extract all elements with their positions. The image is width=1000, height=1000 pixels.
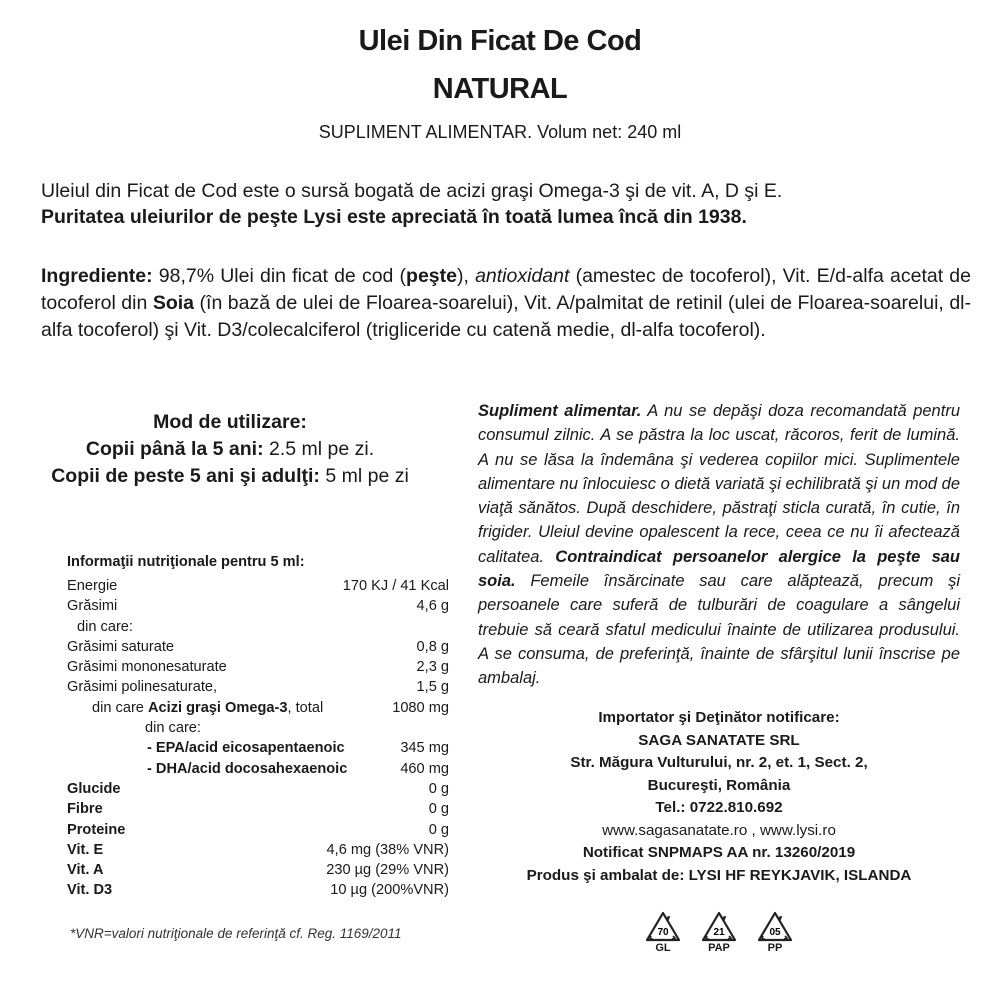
nutrition-value: 170 KJ / 41 Kcal bbox=[342, 578, 449, 594]
nutrition-value: 0 g bbox=[428, 780, 449, 797]
nutrition-row bbox=[67, 698, 449, 718]
importer-title: Importator şi Deţinător notificare: bbox=[598, 709, 840, 726]
nutrition-label: Grăsimi saturate bbox=[67, 638, 175, 655]
warning-lead: Supliment alimentar. bbox=[478, 402, 642, 420]
product-subtitle-natural: NATURAL bbox=[432, 73, 568, 105]
ingredients-text-4: (în bază de ulei de Floarea-soarelui), Vit. A/palmitat de retinil (ulei de Floarea-soarelui, dl-alfa tocoferol) şi Vit. D3/colecalciferol (trigliceride cu catenă medie, dl-alfa tocoferol). bbox=[41, 292, 971, 341]
nutrition-label: Energie bbox=[67, 578, 118, 594]
nutrition-label: Vit. D3 bbox=[67, 882, 113, 899]
nutrition-label: Proteine bbox=[67, 821, 126, 838]
recycle-code: 05 bbox=[769, 927, 781, 938]
nutrition-value: 460 mg bbox=[400, 760, 449, 777]
nutrition-title: Informaţii nutriţionale pentru 5 ml: bbox=[67, 554, 305, 570]
intro-line-2: Puritatea uleiurilor de peşte Lysi este apreciată în toată lumea încă din 1938. bbox=[41, 206, 747, 228]
nutrition-value: 345 mg bbox=[400, 740, 449, 757]
nutrition-label: Grăsimi polinesaturate, bbox=[67, 679, 218, 696]
usage-kids bbox=[40, 436, 420, 463]
intro-text bbox=[41, 178, 971, 230]
recycling-item-pap bbox=[700, 910, 738, 954]
ingredients-text-3: (amestec de tocoferol), Vit. E/d-alfa acetat de tocoferol din bbox=[41, 265, 971, 314]
importer-phone: Tel.: 0722.810.692 bbox=[655, 799, 783, 816]
usage-adults-label: Copii de peste 5 ani şi adulţi: bbox=[51, 465, 320, 487]
intro-line-1: Uleiul din Ficat de Cod este o sursă bogată de acizi graşi Omega-3 şi de vit. A, D şi E. bbox=[41, 180, 783, 202]
recycling-item-pp bbox=[756, 910, 794, 954]
warning-paragraph bbox=[478, 399, 960, 691]
vnr-footnote: *VNR=valori nutriţionale de referinţă cf. Reg. 1169/2011 bbox=[70, 926, 402, 941]
ingredients-paragraph bbox=[41, 263, 971, 344]
warning-contraindication: Contraindicat persoanelor alergice la peşte sau soia. bbox=[478, 547, 960, 591]
importer-company: SAGA SANATATE SRL bbox=[638, 731, 800, 749]
usage-kids-label: Copii până la 5 ani: bbox=[85, 438, 264, 460]
nutrition-row bbox=[67, 860, 449, 880]
nutrition-value: 2,3 g bbox=[416, 659, 449, 676]
warning-text-2: Femeile însărcinate sau care alăptează, precum şi persoanele care suferă de tulburări de coagulare a sângelui trebuie să ceară sfatul medicului înainte de utilizarea produsului. A se consuma, de preferinţă, înainte de sfârşitul lunii înscrise pe ambalaj. bbox=[478, 572, 960, 688]
nutrition-value: 1,5 g bbox=[416, 679, 449, 696]
nutrition-label: Vit. A bbox=[67, 862, 104, 879]
nutrition-value: 230 µg (29% VNR) bbox=[326, 862, 449, 879]
ingredients-antioxidant: antioxidant bbox=[475, 265, 570, 287]
nutrition-label: Grăsimi bbox=[67, 598, 118, 615]
recycle-code: 70 bbox=[657, 927, 669, 938]
nutrition-row bbox=[67, 677, 449, 697]
nutrition-label-pre: din care bbox=[92, 699, 148, 716]
importer-address-1: Str. Măgura Vulturului, nr. 2, et. 1, Sect. 2, bbox=[570, 754, 868, 771]
ingredients-label: Ingrediente: bbox=[41, 265, 153, 287]
nutrition-row bbox=[67, 617, 449, 637]
nutrition-row bbox=[67, 880, 449, 900]
nutrition-label: Glucide bbox=[67, 780, 121, 797]
recycling-item-gl bbox=[644, 910, 682, 954]
nutrition-label: - DHA/acid docosahexaenoic bbox=[147, 760, 348, 777]
nutrition-row bbox=[67, 718, 449, 738]
product-title: Ulei Din Ficat De Cod bbox=[358, 25, 642, 57]
recycle-icon bbox=[700, 910, 738, 944]
nutrition-value: 4,6 mg (38% VNR) bbox=[326, 841, 449, 858]
ingredients-text-2: ), bbox=[457, 265, 476, 287]
nutrition-value: 1080 mg bbox=[392, 699, 449, 716]
recycle-icon bbox=[644, 910, 682, 944]
notification-number: Notificat SNPMAPS AA nr. 13260/2019 bbox=[582, 844, 856, 861]
recycle-label: PAP bbox=[708, 942, 730, 954]
nutrition-label: - EPA/acid eicosapentaenoic bbox=[147, 740, 345, 757]
nutrition-table bbox=[67, 554, 449, 901]
nutrition-value: 0 g bbox=[428, 801, 449, 818]
nutrition-label: Grăsimi mononesaturate bbox=[67, 659, 227, 676]
usage-adults-value: 5 ml pe zi bbox=[319, 465, 409, 487]
nutrition-row bbox=[67, 759, 449, 779]
ingredients-soy: Soia bbox=[152, 292, 195, 314]
importer-web: www.sagasanatate.ro , www.lysi.ro bbox=[602, 821, 836, 839]
nutrition-value: 0,8 g bbox=[416, 638, 449, 655]
supplement-volume: SUPLIMENT ALIMENTAR. Volum net: 240 ml bbox=[318, 122, 682, 142]
nutrition-label: din care: bbox=[77, 618, 133, 635]
warning-text-1: A nu se depăşi doza recomandată pentru consumul zilnic. A se păstra la loc uscat, răcoros, ferit de lumină. A nu se lăsa la îndemâna şi vederea copiilor mici. Suplimentele alimentare nu înlocuiesc o dietă variată şi echilibrată şi un mod de viaţă sănătos. După deschidere, păstraţi sticla curată, în cutie, în frigider. Uleiul devine opalescent la rece, ceea ce nu îi afectează calitatea. bbox=[478, 402, 960, 566]
nutrition-label-post: , total bbox=[287, 699, 324, 716]
usage-kids-value: 2.5 ml pe zi. bbox=[263, 438, 375, 460]
recycle-label: GL bbox=[655, 942, 671, 954]
ingredients-fish: peşte bbox=[406, 265, 457, 287]
recycle-code: 21 bbox=[713, 927, 725, 938]
nutrition-row bbox=[67, 799, 449, 819]
usage-title: Mod de utilizare: bbox=[153, 411, 307, 433]
usage-adults bbox=[40, 463, 420, 490]
nutrition-row bbox=[67, 637, 449, 657]
importer-block bbox=[478, 707, 960, 887]
nutrition-row bbox=[67, 779, 449, 799]
recycle-label: PP bbox=[767, 942, 783, 954]
importer-address-2: Bucureşti, România bbox=[647, 776, 791, 794]
usage-section bbox=[40, 409, 420, 490]
nutrition-label bbox=[67, 698, 323, 718]
nutrition-row bbox=[67, 738, 449, 758]
nutrition-row bbox=[67, 576, 449, 596]
nutrition-label: Fibre bbox=[67, 801, 103, 818]
nutrition-label: din care: bbox=[145, 720, 201, 737]
producer-info: Produs şi ambalat de: LYSI HF REYKJAVIK, ISLANDA bbox=[526, 866, 912, 884]
nutrition-value: 0 g bbox=[428, 821, 449, 838]
nutrition-value: 4,6 g bbox=[416, 598, 449, 615]
nutrition-row bbox=[67, 596, 449, 616]
recycling-symbols bbox=[644, 910, 794, 954]
ingredients-text-1: 98,7% Ulei din ficat de cod ( bbox=[152, 265, 407, 287]
recycle-icon bbox=[756, 910, 794, 944]
nutrition-label: Vit. E bbox=[67, 841, 104, 858]
nutrition-row bbox=[67, 820, 449, 840]
nutrition-row bbox=[67, 840, 449, 860]
nutrition-value: 10 µg (200%VNR) bbox=[330, 882, 449, 899]
nutrition-row bbox=[67, 657, 449, 677]
nutrition-label-omega3: Acizi graşi Omega-3 bbox=[147, 699, 288, 716]
